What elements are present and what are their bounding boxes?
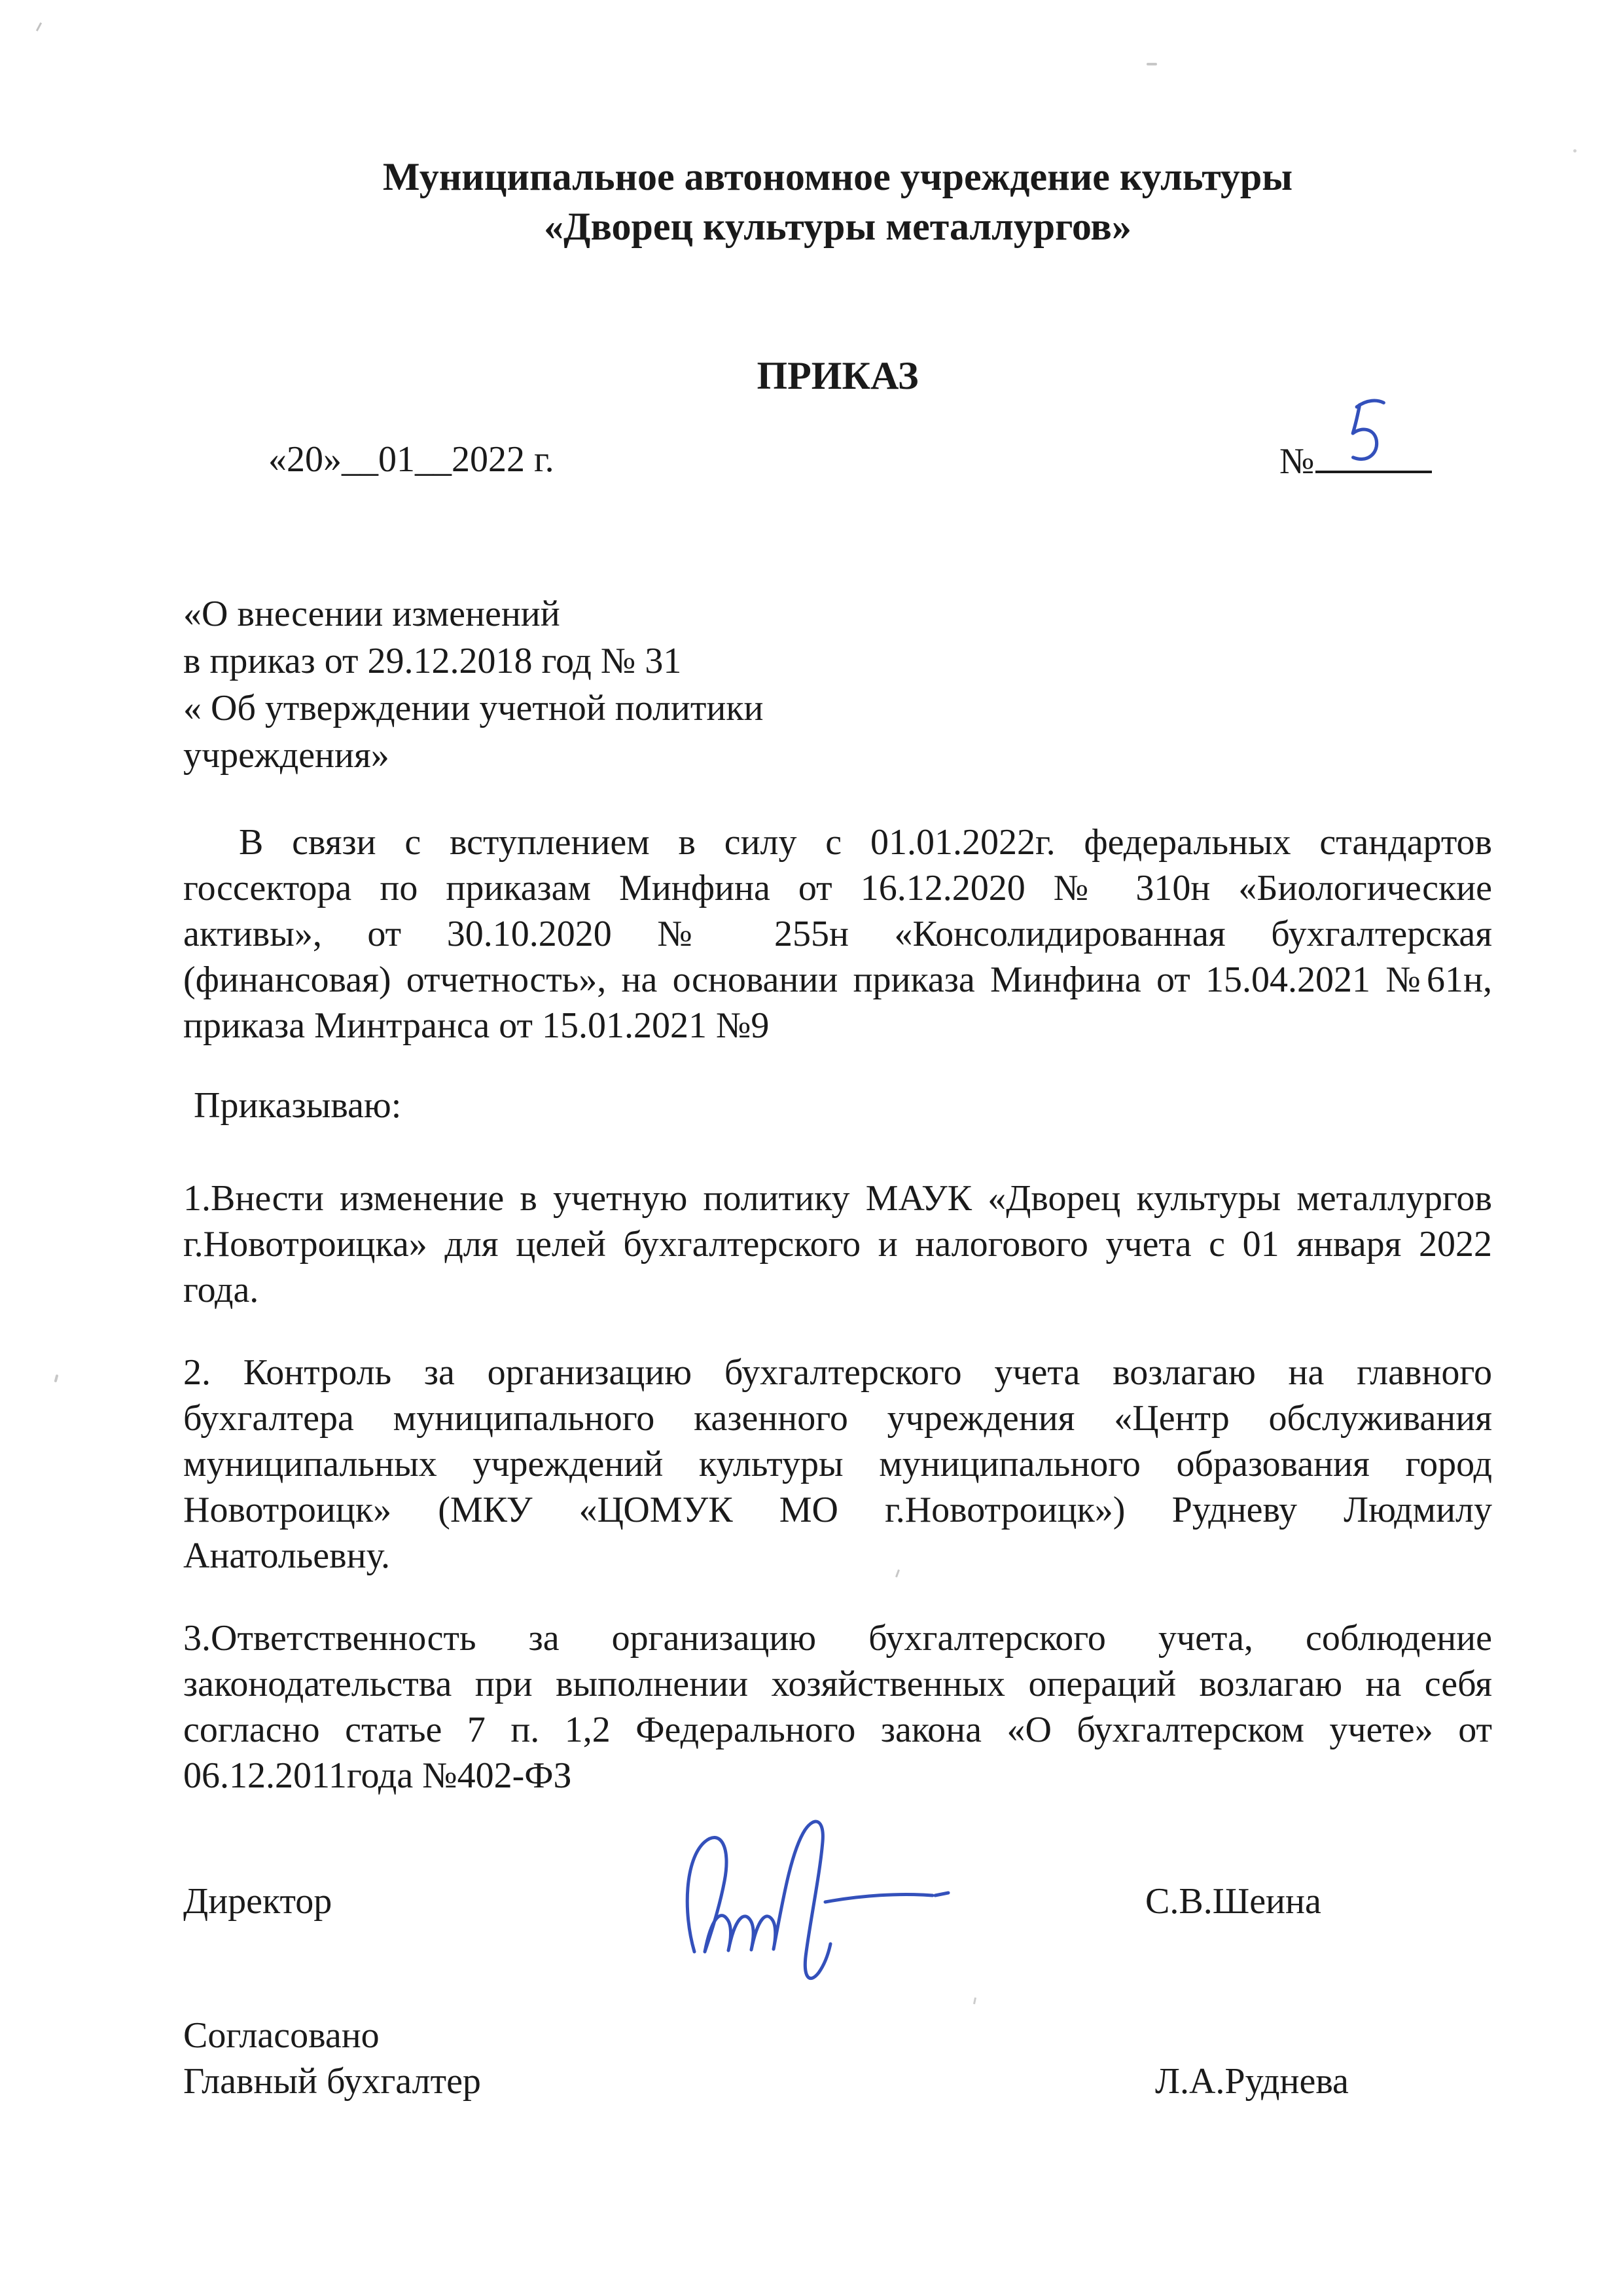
order-item-1-line-1: 1.Внести изменение в учетную политику МАУК «Дворец культуры металлургов xyxy=(183,1178,1492,1219)
number-field xyxy=(1279,437,1432,484)
intro-paragraph xyxy=(183,819,1492,1049)
org-name-line2: «Дворец культуры металлургов» xyxy=(544,205,1132,248)
scan-artifact xyxy=(36,22,42,31)
order-item-3-line-2: законодательства при выполнении хозяйственных операций возлагаю на себя xyxy=(183,1664,1492,1704)
org-header xyxy=(183,152,1492,251)
order-item-1 xyxy=(183,1175,1492,1313)
scan-artifact xyxy=(1573,149,1577,152)
intro-paragraph-line-2: госсектора по приказам Минфина от 16.12.2020 № 310н «Биологические xyxy=(183,868,1492,908)
order-item-3-line-3: согласно статье 7 п. 1,2 Федерального закона «О бухгалтерском учете» от xyxy=(183,1710,1492,1750)
order-item-2-line-4: Новотроицк» (МКУ «ЦОМУК МО г.Новотроицк») Рудневу Людмилу xyxy=(183,1490,1492,1530)
order-item-1-line-2: г.Новотроицка» для целей бухгалтерского и налогового учета с 01 января 2022 xyxy=(183,1224,1492,1265)
subject-block xyxy=(183,590,1492,779)
scan-artifact xyxy=(1147,63,1157,65)
subject-line-3: « Об утверждении учетной политики xyxy=(183,688,764,728)
subject-line-4: учреждения» xyxy=(183,735,389,776)
order-item-2-line-1: 2. Контроль за организацию бухгалтерского учета возлагаю на главного xyxy=(183,1352,1492,1393)
approved-label: Согласовано xyxy=(183,2015,380,2056)
date-number-row xyxy=(183,437,1492,482)
intro-paragraph-line-3: активы», от 30.10.2020 № 255н «Консолидированная бухгалтерская xyxy=(183,914,1492,954)
order-item-2 xyxy=(183,1350,1492,1579)
director-label: Директор xyxy=(183,1881,332,1922)
order-item-3-line-4: 06.12.2011года №402-ФЗ xyxy=(183,1755,572,1796)
order-item-3 xyxy=(183,1615,1492,1799)
date-field: «20»__01__2022 г. xyxy=(268,439,554,480)
handwritten-number-5-icon xyxy=(1342,393,1392,473)
order-item-3-line-1: 3.Ответственность за организацию бухгалтерского учета, соблюдение xyxy=(183,1618,1492,1659)
order-items xyxy=(183,1175,1492,1799)
accountant-name: Л.А.Руднева xyxy=(1155,2061,1349,2102)
order-word: Приказываю: xyxy=(194,1085,402,1126)
accountant-signature-row xyxy=(183,2058,1492,2104)
intro-paragraph-line-5: приказа Минтранса от 15.01.2021 №9 xyxy=(183,1005,770,1046)
subject-line-2: в приказ от 29.12.2018 год № 31 xyxy=(183,641,682,681)
org-name-line1: Муниципальное автономное учреждение культуры xyxy=(382,155,1293,198)
order-item-2-line-2: бухгалтера муниципального казенного учреждения «Центр обслуживания xyxy=(183,1398,1492,1439)
intro-paragraph-line-1: В связи с вступлением в силу с 01.01.2022г. федеральных стандартов xyxy=(239,822,1492,863)
director-signature-row xyxy=(183,1878,1492,1924)
intro-slot xyxy=(183,819,1492,1049)
intro-paragraph-line-4: (финансовая) отчетность», на основании приказа Минфина от 15.04.2021 №61н, xyxy=(183,960,1492,1000)
scan-artifact xyxy=(973,1998,976,2004)
scan-artifact xyxy=(54,1374,59,1383)
accountant-label: Главный бухгалтер xyxy=(183,2061,481,2102)
director-signature-icon xyxy=(668,1813,962,1983)
subject-line-1: «О внесении изменений xyxy=(183,594,560,634)
order-item-2-line-3: муниципальных учреждений культуры муниципального образования город xyxy=(183,1444,1492,1484)
number-blank-line xyxy=(1315,437,1432,473)
order-item-1-line-3: года. xyxy=(183,1270,259,1310)
doc-title: ПРИКАЗ xyxy=(757,354,919,397)
director-name: С.В.Шеина xyxy=(1145,1881,1321,1922)
number-sign: № xyxy=(1279,441,1315,482)
order-item-2-line-5: Анатольевну. xyxy=(183,1535,390,1576)
